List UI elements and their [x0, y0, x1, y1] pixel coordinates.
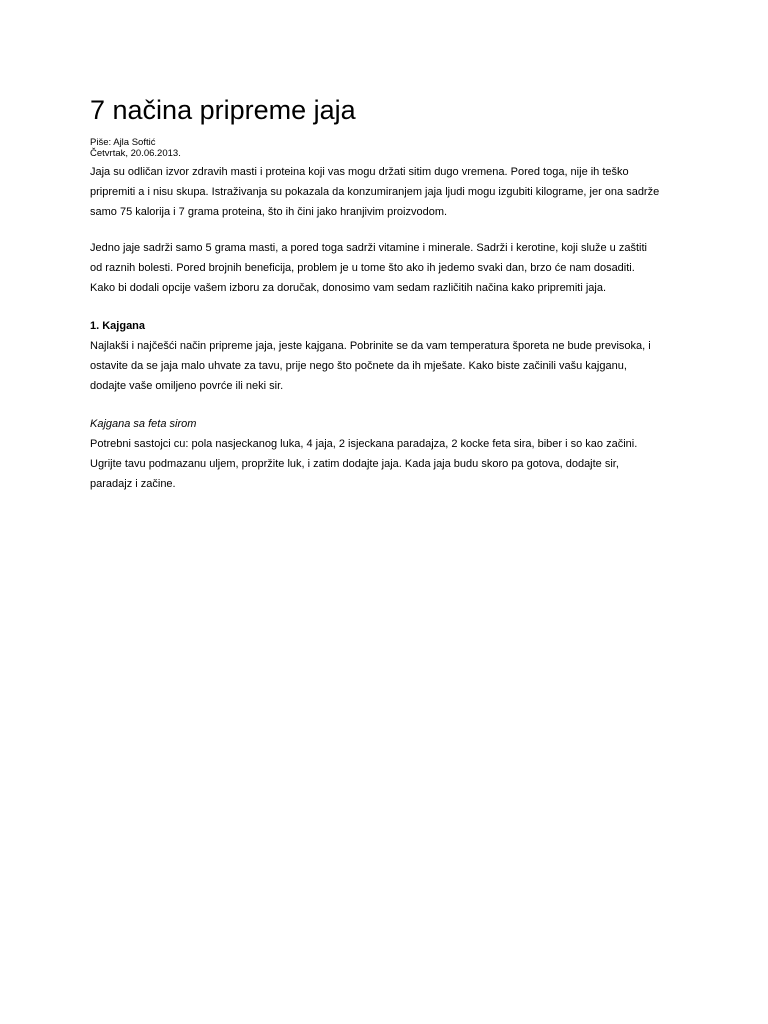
author-line: Piše: Ajla Softić: [90, 137, 156, 148]
paragraph-line: Kako bi dodali opcije vašem izboru za doručak, donosimo vam sedam različitih načina kako pripremiti jaja.: [90, 282, 607, 294]
article-body: [90, 162, 690, 494]
paragraph-line: pripremiti a i nisu skupa. Istraživanja su pokazala da konzumiranjem jaja ljudi mogu izgubiti kilograme, jer ona sadrže: [90, 186, 660, 198]
paragraph-gap: [90, 222, 690, 238]
paragraph-line: ostavite da se jaja malo uhvate za tavu, prije nego što počnete da ih mješate. Kako biste začinili vašu kajganu,: [90, 360, 627, 372]
section-heading: 1. Kajgana: [90, 320, 146, 332]
date-line: Četvrtak, 20.06.2013.: [90, 148, 181, 159]
paragraph-line: paradajz i začine.: [90, 478, 176, 490]
paragraph-gap: [90, 396, 690, 414]
article-meta: [90, 137, 181, 159]
recipe-title: Kajgana sa feta sirom: [90, 418, 197, 430]
paragraph-line: Jaja su odličan izvor zdravih masti i proteina koji vas mogu držati sitim dugo vremena. Pored toga, nije ih teško: [90, 166, 629, 178]
paragraph-line: Najlakši i najčešći način pripreme jaja, jeste kajgana. Pobrinite se da vam temperatura šporeta ne bude previsoka, i: [90, 340, 651, 352]
paragraph-gap: [90, 298, 690, 316]
paragraph-line: Ugrijte tavu podmazanu uljem, propržite luk, i zatim dodajte jaja. Kada jaja budu skoro pa gotova, dodajte sir,: [90, 458, 619, 470]
paragraph-line: Jedno jaje sadrži samo 5 grama masti, a pored toga sadrži vitamine i minerale. Sadrži i kerotine, koji služe u zaštiti: [90, 242, 647, 254]
paragraph-line: samo 75 kalorija i 7 grama proteina, što ih čini jako hranjivim proizvodom.: [90, 206, 448, 218]
paragraph-line: dodajte vaše omiljeno povrće ili neki sir.: [90, 380, 284, 392]
article-title: 7 načina pripreme jaja: [90, 95, 356, 125]
paragraph-line: od raznih bolesti. Pored brojnih beneficija, problem je u tome što ako ih jedemo svaki dan, brzo će nam dosaditi.: [90, 262, 635, 274]
paragraph-line: Potrebni sastojci cu: pola nasjeckanog luka, 4 jaja, 2 isjeckana paradajza, 2 kocke feta sira, biber i so kao začini.: [90, 438, 638, 450]
